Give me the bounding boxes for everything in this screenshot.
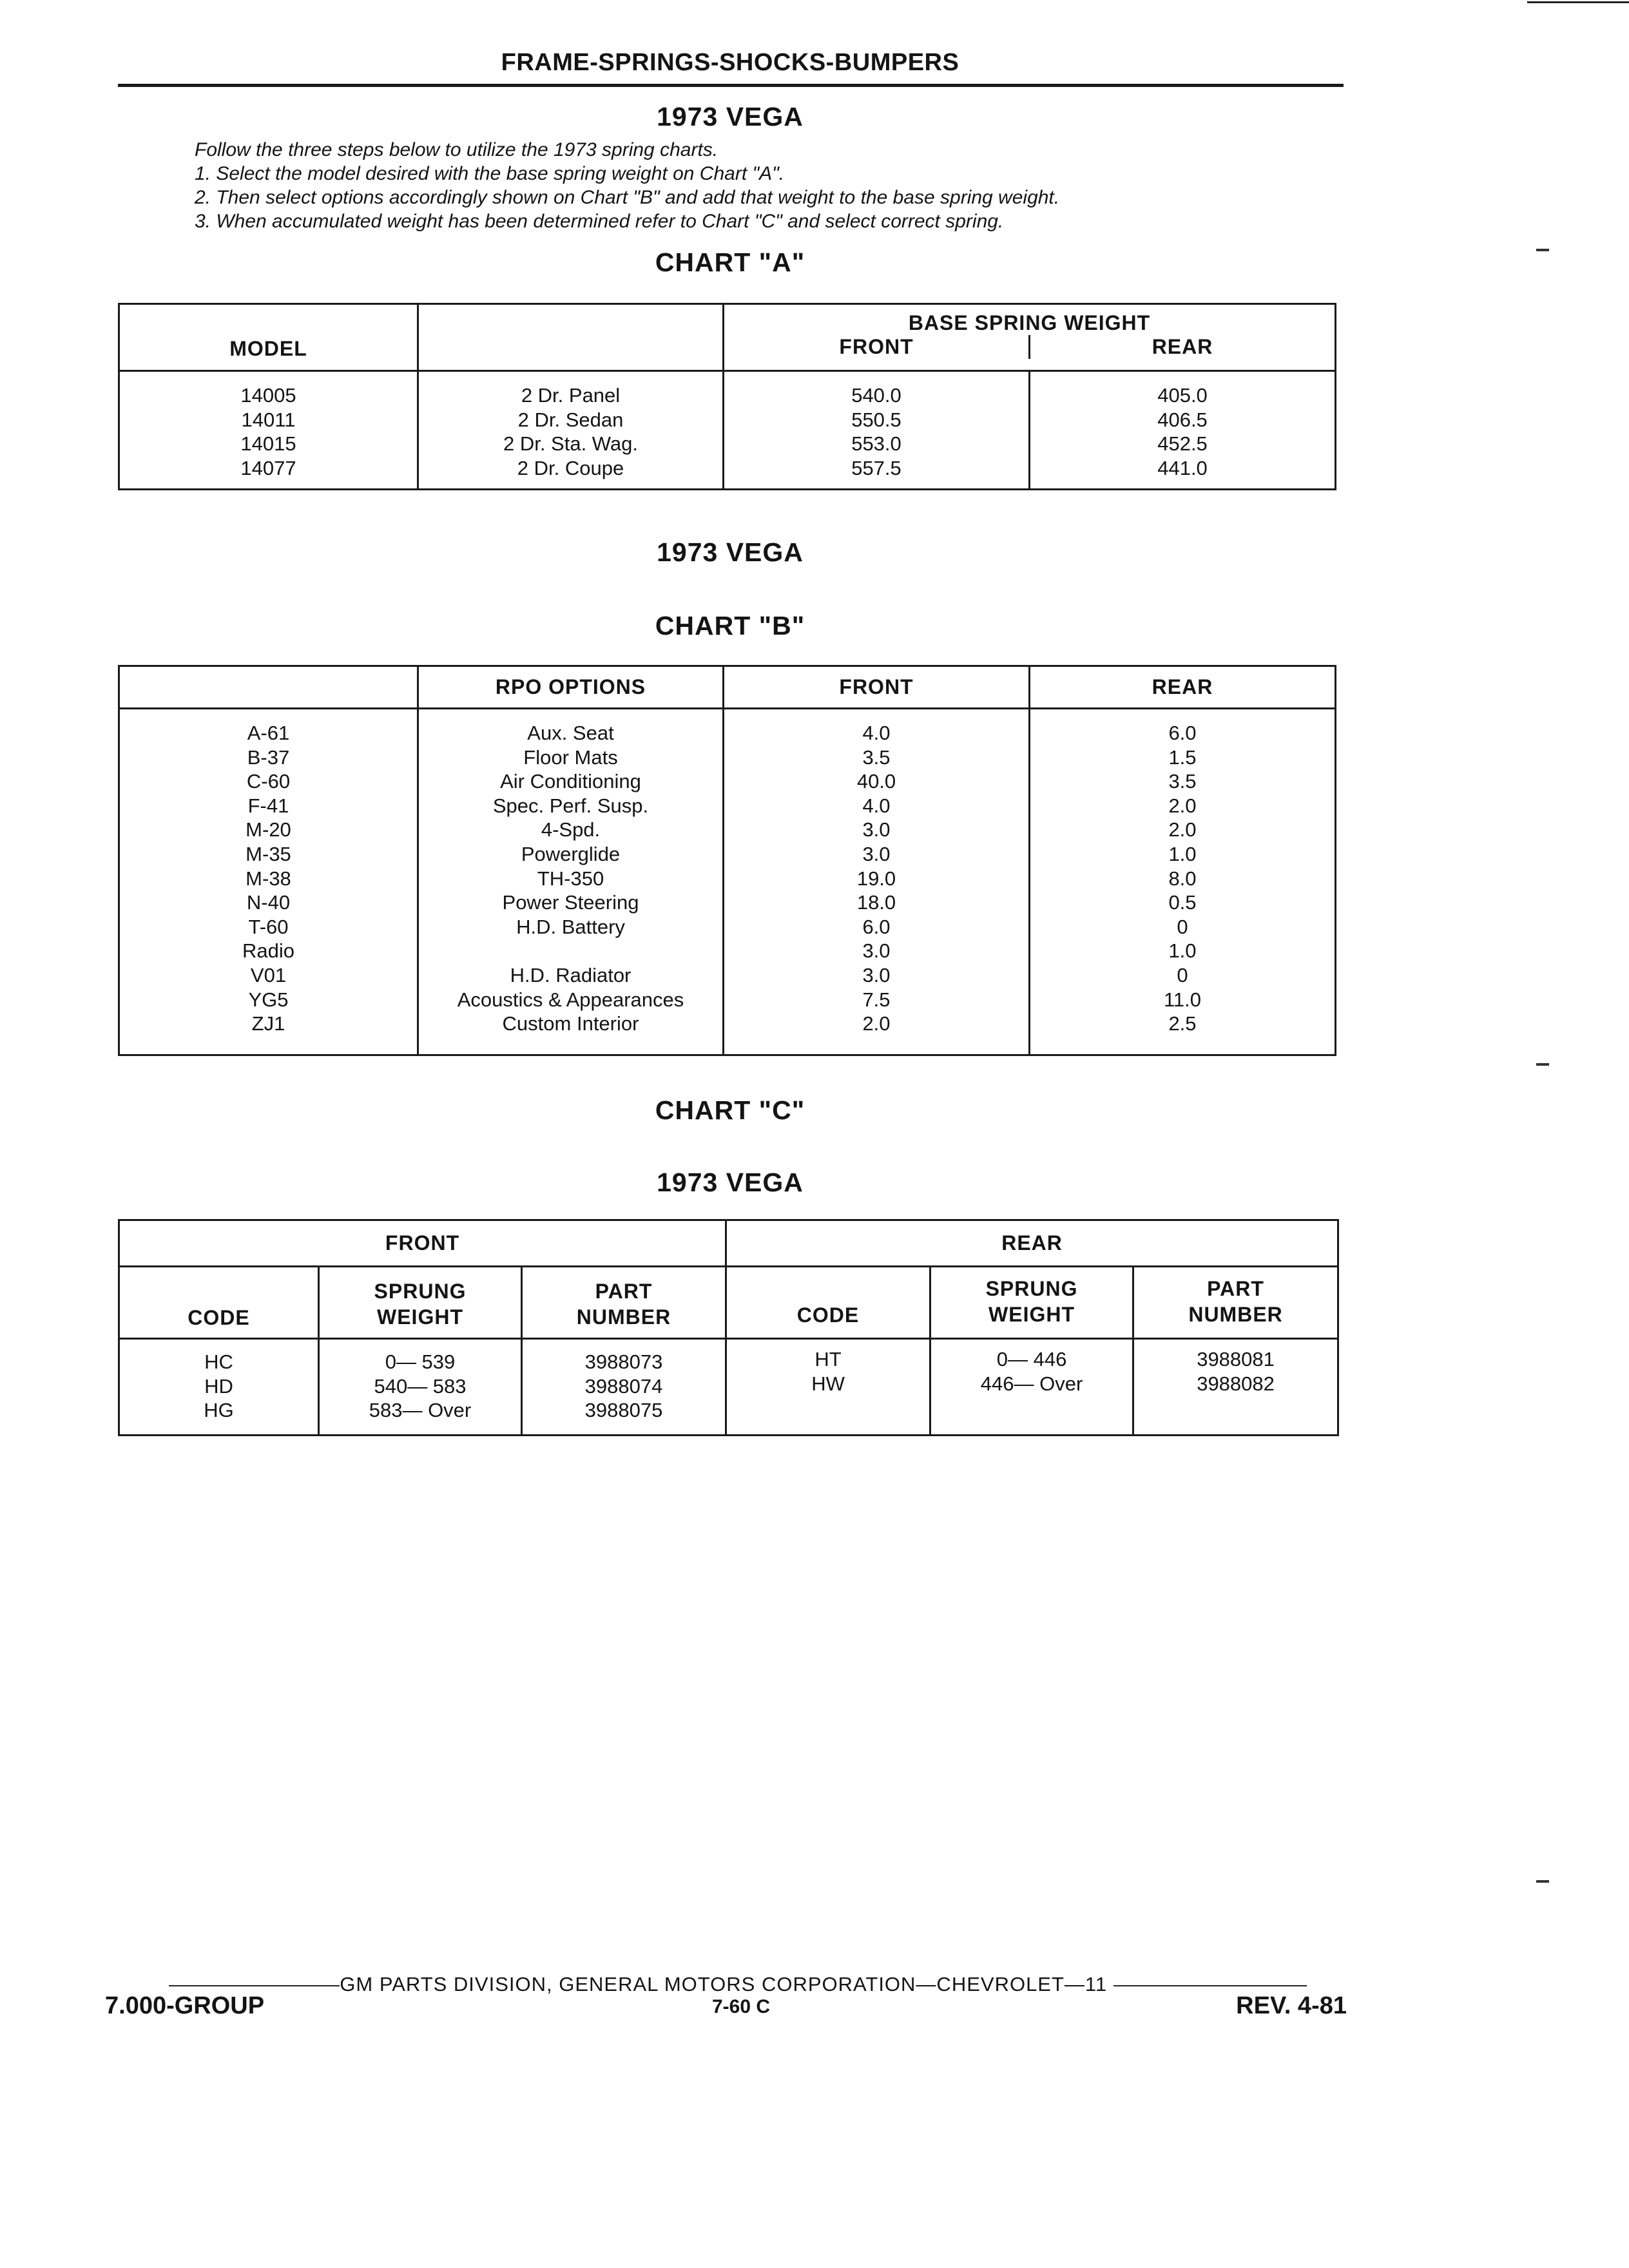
table-cell: 3.0 <box>862 842 891 865</box>
table-cell: 0.5 <box>1168 891 1197 914</box>
page-header-title: FRAME-SPRINGS-SHOCKS-BUMPERS <box>501 49 959 76</box>
chart-c-front-weight-column <box>319 1339 522 1436</box>
table-cell: M-38 <box>246 867 291 890</box>
table-cell: 8.0 <box>1168 867 1197 890</box>
table-cell: 2 Dr. Sedan <box>517 408 624 431</box>
chart-a-table <box>118 303 1336 490</box>
table-cell: H.D. Radiator <box>510 963 631 986</box>
chart-c-header-part-number <box>522 1267 726 1339</box>
footer-page-number: 7-60 C <box>711 1996 771 2017</box>
table-cell: H.D. Battery <box>516 915 625 938</box>
chart-a-model-column <box>119 371 418 490</box>
table-cell: Custom Interior <box>502 1012 639 1035</box>
table-cell: 557.5 <box>851 456 901 479</box>
margin-mark <box>1536 1063 1549 1066</box>
margin-mark <box>1536 249 1549 251</box>
table-cell: 2 Dr. Panel <box>521 384 621 407</box>
chart-a-body-column <box>418 371 724 490</box>
chart-a-header-front: FRONT <box>839 335 914 358</box>
table-cell: A-61 <box>247 722 290 744</box>
table-cell: HD <box>204 1374 233 1398</box>
table-cell: 3.5 <box>1168 770 1197 793</box>
table-cell: 14005 <box>240 384 296 407</box>
chart-c-year-title: 1973 VEGA <box>657 1168 804 1197</box>
table-cell: 4.0 <box>862 794 891 817</box>
table-cell: 18.0 <box>856 891 896 914</box>
chart-a-header-base-spring-weight: BASE SPRING WEIGHT <box>908 311 1151 334</box>
table-cell: 6.0 <box>862 915 891 938</box>
table-cell: 0— 539 <box>385 1350 456 1373</box>
footer-rule-left <box>169 1985 340 1986</box>
table-cell: HG <box>204 1399 234 1422</box>
table-cell: 3988081 <box>1197 1348 1275 1370</box>
chart-b-header-code <box>119 666 418 709</box>
table-cell: HW <box>811 1372 845 1395</box>
table-cell: 2.0 <box>862 1012 891 1035</box>
chart-a-front-column <box>724 371 1030 490</box>
table-cell: Aux. Seat <box>527 722 614 744</box>
table-cell: 3.0 <box>862 818 891 841</box>
table-cell: 4.0 <box>862 722 891 744</box>
header-rule <box>118 84 1344 87</box>
chart-c-header-part-number <box>1133 1267 1338 1339</box>
chart-c-rear-weight-column <box>930 1339 1133 1436</box>
chart-b-year-title: 1973 VEGA <box>657 537 804 567</box>
chart-c-front-code-column <box>119 1339 319 1436</box>
table-cell: 11.0 <box>1163 988 1202 1011</box>
table-cell: 6.0 <box>1168 722 1197 744</box>
instruction-line: 1. Select the model desired with the base spring weight on Chart "A". <box>195 163 785 184</box>
footer-revision: REV. 4-81 <box>1236 1992 1347 2019</box>
table-cell: C-60 <box>246 770 291 793</box>
table-cell: N-40 <box>246 891 291 914</box>
chart-a-header-group <box>724 304 1336 371</box>
header-line: WEIGHT <box>988 1303 1075 1326</box>
table-cell: M-20 <box>246 818 291 841</box>
table-cell <box>419 939 722 963</box>
table-cell: 7.5 <box>862 988 891 1011</box>
table-cell: Powerglide <box>521 842 621 865</box>
table-cell: T-60 <box>248 915 289 938</box>
table-cell: 14015 <box>240 432 296 456</box>
table-cell: 3988082 <box>1197 1372 1275 1395</box>
table-cell: 2 Dr. Sta. Wag. <box>503 432 639 456</box>
table-cell: 14077 <box>240 456 296 479</box>
chart-c-front-part-column <box>522 1339 726 1436</box>
footer-rule-right <box>1113 1985 1307 1986</box>
chart-b-header-rear: REAR <box>1030 666 1336 709</box>
chart-c-rear-label: REAR <box>726 1220 1338 1267</box>
table-cell: 2 Dr. Coupe <box>517 456 624 479</box>
instructions <box>195 138 1329 233</box>
instruction-line: 2. Then select options accordingly shown on Chart "B" and add that weight to the base spring weight. <box>195 187 1060 208</box>
header-line: SPRUNG <box>374 1280 467 1303</box>
table-cell: Power Steering <box>502 891 639 914</box>
chart-b-rear-column <box>1030 709 1336 1055</box>
table-cell: V01 <box>250 963 287 986</box>
chart-c-table <box>118 1219 1339 1436</box>
corner-rule <box>1527 1 1629 3</box>
table-cell: 3.0 <box>862 963 891 986</box>
chart-b-front-column <box>724 709 1030 1055</box>
header-line: PART <box>1207 1277 1264 1300</box>
table-cell: 3988074 <box>584 1374 663 1398</box>
header-line: NUMBER <box>576 1305 671 1329</box>
table-cell: M-35 <box>246 842 291 865</box>
table-cell: 550.5 <box>851 408 901 431</box>
chart-c-front-label: FRONT <box>119 1220 726 1267</box>
table-cell: 3.0 <box>862 939 891 963</box>
chart-a-header-rear: REAR <box>1028 335 1335 359</box>
table-cell: 19.0 <box>856 867 896 890</box>
table-cell: 441.0 <box>1157 456 1208 479</box>
header-line: SPRUNG <box>985 1277 1078 1300</box>
chart-a-rear-column <box>1030 371 1336 490</box>
table-cell: 405.0 <box>1157 384 1208 407</box>
table-cell: HC <box>204 1350 233 1373</box>
table-cell: B-37 <box>247 745 290 769</box>
table-cell: 14011 <box>241 408 296 431</box>
chart-a-header-blank <box>418 304 724 371</box>
table-cell: 540— 583 <box>374 1374 467 1398</box>
instruction-line: Follow the three steps below to utilize the 1973 spring charts. <box>195 139 718 160</box>
table-cell: 583— Over <box>369 1399 472 1422</box>
table-cell: 4-Spd. <box>541 818 601 841</box>
table-cell: Acoustics & Appearances <box>457 988 684 1011</box>
instructions-title: 1973 VEGA <box>657 102 804 131</box>
chart-b-header-front: FRONT <box>724 666 1030 709</box>
margin-mark <box>1536 1880 1549 1883</box>
table-cell: 3.5 <box>862 745 891 769</box>
chart-b-header-rpo-options: RPO OPTIONS <box>418 666 724 709</box>
table-cell: YG5 <box>248 988 289 1011</box>
table-cell: 40.0 <box>856 770 896 793</box>
instruction-line: 3. When accumulated weight has been determined refer to Chart "C" and select correct spring. <box>195 211 1004 232</box>
table-cell: 452.5 <box>1157 432 1208 456</box>
chart-c-rear-code-column <box>726 1339 930 1436</box>
chart-a-header-model: MODEL <box>119 304 418 371</box>
table-cell: 446— Over <box>980 1372 1083 1395</box>
table-cell: 2.0 <box>1168 794 1197 817</box>
table-cell: 1.5 <box>1168 745 1197 769</box>
table-cell: 540.0 <box>851 384 901 407</box>
table-cell: 3988075 <box>584 1399 663 1422</box>
header-line: WEIGHT <box>377 1305 463 1329</box>
table-cell: Radio <box>242 939 294 963</box>
table-cell: TH-350 <box>537 867 604 890</box>
table-cell: 0 <box>1177 963 1188 986</box>
table-cell: Air Conditioning <box>500 770 641 793</box>
table-cell: F-41 <box>247 794 289 817</box>
chart-b-title: CHART "B" <box>655 611 805 640</box>
table-cell: 553.0 <box>851 432 901 456</box>
table-cell: 0— 446 <box>996 1348 1067 1370</box>
table-cell: 3988073 <box>584 1350 663 1373</box>
table-cell: 0 <box>1177 915 1188 938</box>
chart-b-table <box>118 665 1336 1056</box>
table-cell: 406.5 <box>1157 408 1208 431</box>
header-line: PART <box>595 1280 653 1303</box>
table-cell: HT <box>815 1348 842 1370</box>
chart-c-header-sprung-weight <box>319 1267 522 1339</box>
footer-publisher: GM PARTS DIVISION, GENERAL MOTORS CORPORATION—CHEVROLET—11 <box>340 1973 1108 1995</box>
table-cell: 2.0 <box>1168 818 1197 841</box>
table-cell: Floor Mats <box>523 745 618 769</box>
chart-b-code-column <box>119 709 418 1055</box>
table-cell: 2.5 <box>1168 1012 1197 1035</box>
chart-c-header-sprung-weight <box>930 1267 1133 1339</box>
chart-c-header-code: CODE <box>726 1267 930 1339</box>
chart-c-header-code: CODE <box>119 1267 319 1339</box>
chart-a-title: CHART "A" <box>655 247 805 277</box>
chart-b-option-column <box>418 709 724 1055</box>
table-cell: 1.0 <box>1168 842 1197 865</box>
table-cell: Spec. Perf. Susp. <box>492 794 649 817</box>
table-cell: ZJ1 <box>251 1012 285 1035</box>
header-line: NUMBER <box>1188 1303 1283 1326</box>
chart-c-title: CHART "C" <box>655 1095 805 1125</box>
table-cell: 1.0 <box>1168 939 1197 963</box>
chart-c-rear-part-column <box>1133 1339 1338 1436</box>
footer-group: 7.000-GROUP <box>105 1992 265 2019</box>
